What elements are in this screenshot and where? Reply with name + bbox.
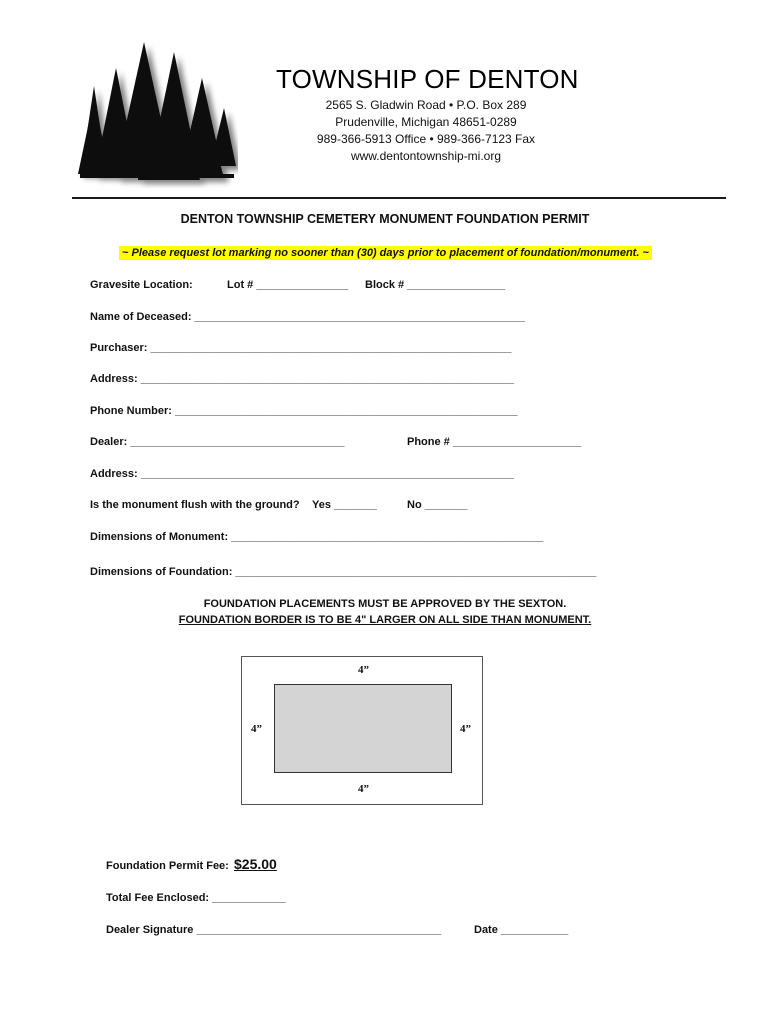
date-field[interactable]: Date ___________ <box>474 924 569 936</box>
lot-marking-notice: ~ Please request lot marking no sooner than (30) days prior to placement of foundation/monument. ~ <box>119 246 652 260</box>
diagram-top-label: 4” <box>358 664 369 676</box>
flush-no-field[interactable]: No _______ <box>407 499 468 511</box>
township-title: TOWNSHIP OF DENTON <box>276 64 579 94</box>
permit-fee-label: Foundation Permit Fee: <box>106 860 229 872</box>
phone-fax-line: 989-366-5913 Office • 989-366-7123 Fax <box>316 132 536 146</box>
dealer-signature-field[interactable]: Dealer Signature ________________________________________ <box>106 924 442 936</box>
address-line-2: Prudenville, Michigan 48651-0289 <box>335 115 517 129</box>
permit-fee-amount: $25.00 <box>234 856 277 872</box>
lot-field[interactable]: Lot # _______________ <box>227 279 349 291</box>
diagram-left-label: 4” <box>251 723 262 735</box>
total-fee-field[interactable]: Total Fee Enclosed: ____________ <box>106 892 286 904</box>
flush-yes-field[interactable]: Yes _______ <box>312 499 377 511</box>
gravesite-label: Gravesite Location: <box>90 279 193 291</box>
purchaser-address-field[interactable]: Address: _____________________________________________________________ <box>90 373 514 385</box>
header-divider <box>72 197 726 199</box>
foundation-border-notice: FOUNDATION BORDER IS TO BE 4" LARGER ON ALL SIDE THAN MONUMENT. <box>178 614 592 626</box>
purchaser-field[interactable]: Purchaser: ___________________________________________________________ <box>90 342 512 354</box>
address-line-1: 2565 S. Gladwin Road • P.O. Box 289 <box>325 98 527 112</box>
pine-trees-logo <box>78 38 238 188</box>
block-field[interactable]: Block # ________________ <box>365 279 506 291</box>
diagram-right-label: 4” <box>460 723 471 735</box>
phone-number-field[interactable]: Phone Number: ________________________________________________________ <box>90 405 518 417</box>
website-link[interactable]: www.dentontownship-mi.org <box>350 149 502 163</box>
monument-outline <box>274 684 452 773</box>
dealer-field[interactable]: Dealer: ___________________________________ <box>90 436 345 448</box>
sexton-approval-notice: FOUNDATION PLACEMENTS MUST BE APPROVED BY THE SEXTON. <box>203 598 567 610</box>
foundation-dimensions-field[interactable]: Dimensions of Foundation: ___________________________________________________________ <box>90 566 597 578</box>
flush-question: Is the monument flush with the ground? <box>90 499 300 511</box>
dealer-address-field[interactable]: Address: _____________________________________________________________ <box>90 468 514 480</box>
deceased-name-field[interactable]: Name of Deceased: ______________________________________________________ <box>90 311 525 323</box>
dealer-phone-field[interactable]: Phone # _____________________ <box>407 436 582 448</box>
monument-dimensions-field[interactable]: Dimensions of Monument: ___________________________________________________ <box>90 531 544 543</box>
diagram-bottom-label: 4” <box>358 783 369 795</box>
permit-heading: DENTON TOWNSHIP CEMETERY MONUMENT FOUNDATION PERMIT <box>180 212 590 226</box>
